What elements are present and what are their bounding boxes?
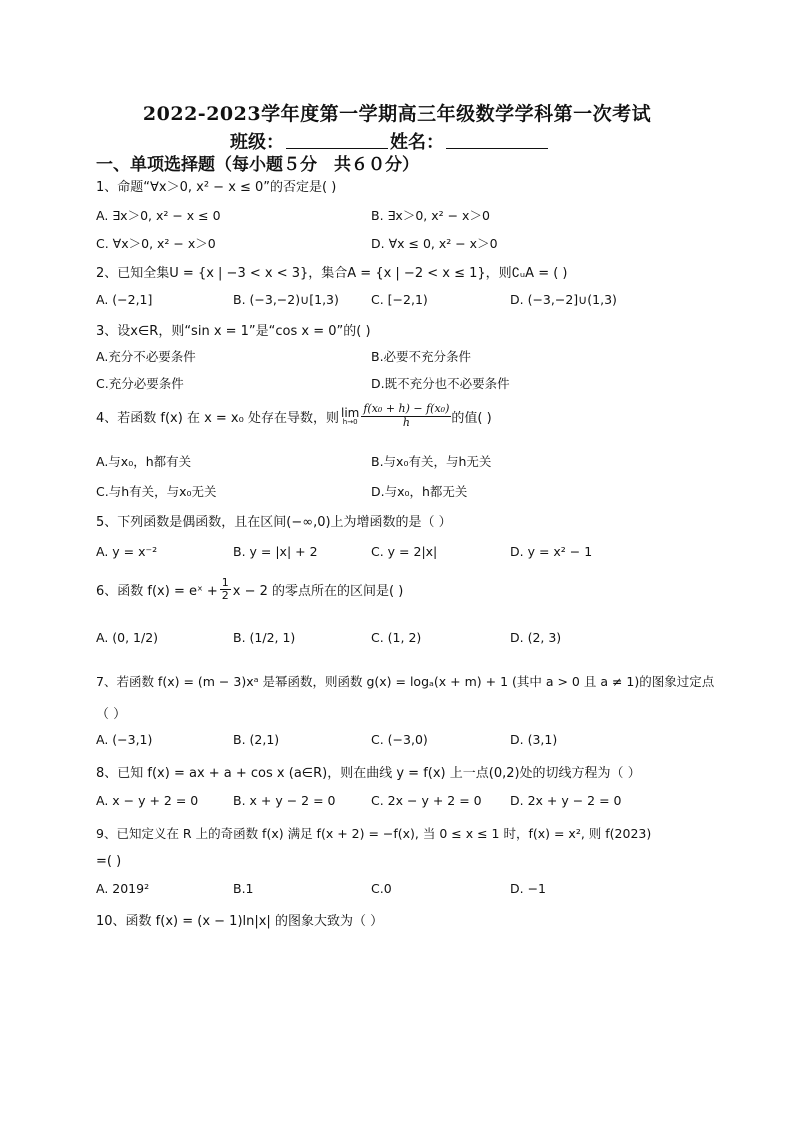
question-4-option-a[interactable]: A.与x₀，h都有关 [96, 454, 192, 469]
question-5-stem: 5、下列函数是偶函数，且在区间(−∞,0)上为增函数的是（ ） [96, 515, 452, 530]
question-2-option-d[interactable]: D. (−3,−2]∪(1,3) [510, 292, 617, 307]
question-6-option-b[interactable]: B. (1/2, 1) [233, 630, 296, 645]
question-6-option-a[interactable]: A. (0, 1/2) [96, 630, 159, 645]
limit-fraction [361, 403, 451, 429]
question-8-option-d[interactable]: D. 2x + y − 2 = 0 [510, 793, 622, 808]
question-3-option-c[interactable]: C.充分必要条件 [96, 376, 184, 391]
half-fraction [220, 577, 231, 602]
question-2-option-c[interactable]: C. [−2,1) [371, 292, 428, 307]
question-5-option-a[interactable]: A. y = x⁻² [96, 544, 158, 559]
question-1-option-d[interactable]: D. ∀x ≤ 0, x² − x＞0 [371, 236, 498, 251]
question-1-option-c[interactable]: C. ∀x＞0, x² − x＞0 [96, 236, 216, 251]
limit-fraction-denominator: h [402, 415, 410, 429]
question-1-option-a[interactable]: A. ∃x＞0, x² − x ≤ 0 [96, 208, 221, 223]
question-1-stem: 1、命题“∀x＞0, x² − x ≤ 0”的否定是( ) [96, 180, 337, 195]
question-3-option-d[interactable]: D.既不充分也不必要条件 [371, 376, 510, 391]
exam-title: 2022-2023学年度第一学期高三年级数学学科第一次考试 [142, 103, 652, 125]
question-9-option-c[interactable]: C.0 [371, 881, 392, 896]
question-6-option-d[interactable]: D. (2, 3) [510, 630, 562, 645]
question-9-option-b[interactable]: B.1 [233, 881, 254, 896]
question-6-stem-end: x − 2 的零点所在的区间是( ) [232, 584, 404, 600]
question-4-option-d[interactable]: D.与x₀，h都无关 [371, 484, 468, 499]
question-10-stem: 10、函数 f(x) = (x − 1)ln|x| 的图象大致为（ ） [96, 914, 384, 929]
question-7-option-a[interactable]: A. (−3,1) [96, 732, 153, 747]
half-fraction-denominator: 2 [221, 589, 229, 603]
limit-fraction-numerator: f(x₀ + h) − f(x₀) [363, 402, 450, 415]
class-label: 班级： [230, 132, 284, 153]
question-2-option-b[interactable]: B. (−3,−2)∪[1,3) [233, 292, 339, 307]
limit-expression [341, 407, 359, 426]
question-3-option-b[interactable]: B.必要不充分条件 [371, 349, 472, 364]
question-2-stem: 2、已知全集U = {x | −3 < x < 3}，集合A = {x | −2 < x ≤ 1}，则∁ᵤA = ( ) [96, 266, 568, 281]
question-9-stem: 9、已知定义在 R 上的奇函数 f(x) 满足 f(x + 2) = −f(x), 当 0 ≤ x ≤ 1 时，f(x) = x², 则 f(2023) [96, 826, 652, 841]
half-fraction-numerator: 1 [221, 576, 229, 589]
question-3-stem: 3、设x∈R，则“sin x = 1”是“cos x = 0”的( ) [96, 324, 371, 339]
section-heading: 一、单项选择题（每小题５分 共６０分） [96, 155, 419, 175]
question-9-stem-continued: =( ) [96, 854, 122, 869]
question-8-stem: 8、已知 f(x) = ax + a + cos x (a∈R)，则在曲线 y = f(x) 上一点(0,2)处的切线方程为（ ） [96, 766, 641, 781]
name-label: 姓名： [390, 132, 444, 153]
question-7-option-c[interactable]: C. (−3,0) [371, 732, 428, 747]
question-1-option-b[interactable]: B. ∃x＞0, x² − x＞0 [371, 208, 490, 223]
question-8-option-a[interactable]: A. x − y + 2 = 0 [96, 793, 199, 808]
question-9-option-d[interactable]: D. −1 [510, 881, 546, 896]
limit-symbol: lim [340, 405, 360, 420]
question-7-stem-continued: （ ） [96, 707, 127, 722]
question-4-option-b[interactable]: B.与x₀有关，与h无关 [371, 454, 492, 469]
question-2-option-a[interactable]: A. (−2,1] [96, 292, 153, 307]
question-5-option-b[interactable]: B. y = |x| + 2 [233, 544, 318, 559]
question-6-stem [96, 577, 403, 602]
limit-subscript: h→0 [342, 417, 358, 426]
question-4-stem-end: 的值( ) [451, 410, 492, 426]
question-6-option-c[interactable]: C. (1, 2) [371, 630, 422, 645]
question-5-option-d[interactable]: D. y = x² − 1 [510, 544, 593, 559]
question-4-stem-start: 4、若函数 f(x) 在 x = x₀ 处存在导数，则 [96, 410, 339, 426]
question-4-option-c[interactable]: C.与h有关，与x₀无关 [96, 484, 217, 499]
question-5-option-c[interactable]: C. y = 2|x| [371, 544, 438, 559]
name-blank[interactable] [446, 133, 548, 149]
question-7-stem: 7、若函数 f(x) = (m − 3)xᵃ 是幂函数，则函数 g(x) = logₐ(x + m) + 1 (其中 a > 0 且 a ≠ 1)的图象过定点 [96, 674, 715, 689]
question-6-stem-start: 6、函数 f(x) = eˣ + [96, 584, 218, 600]
question-8-option-c[interactable]: C. 2x − y + 2 = 0 [371, 793, 482, 808]
question-3-option-a[interactable]: A.充分不必要条件 [96, 349, 196, 364]
question-4-stem [96, 403, 492, 429]
question-7-option-b[interactable]: B. (2,1) [233, 732, 280, 747]
question-7-option-d[interactable]: D. (3,1) [510, 732, 558, 747]
question-8-option-b[interactable]: B. x + y − 2 = 0 [233, 793, 336, 808]
question-9-option-a[interactable]: A. 2019² [96, 881, 150, 896]
class-blank[interactable] [286, 133, 388, 149]
